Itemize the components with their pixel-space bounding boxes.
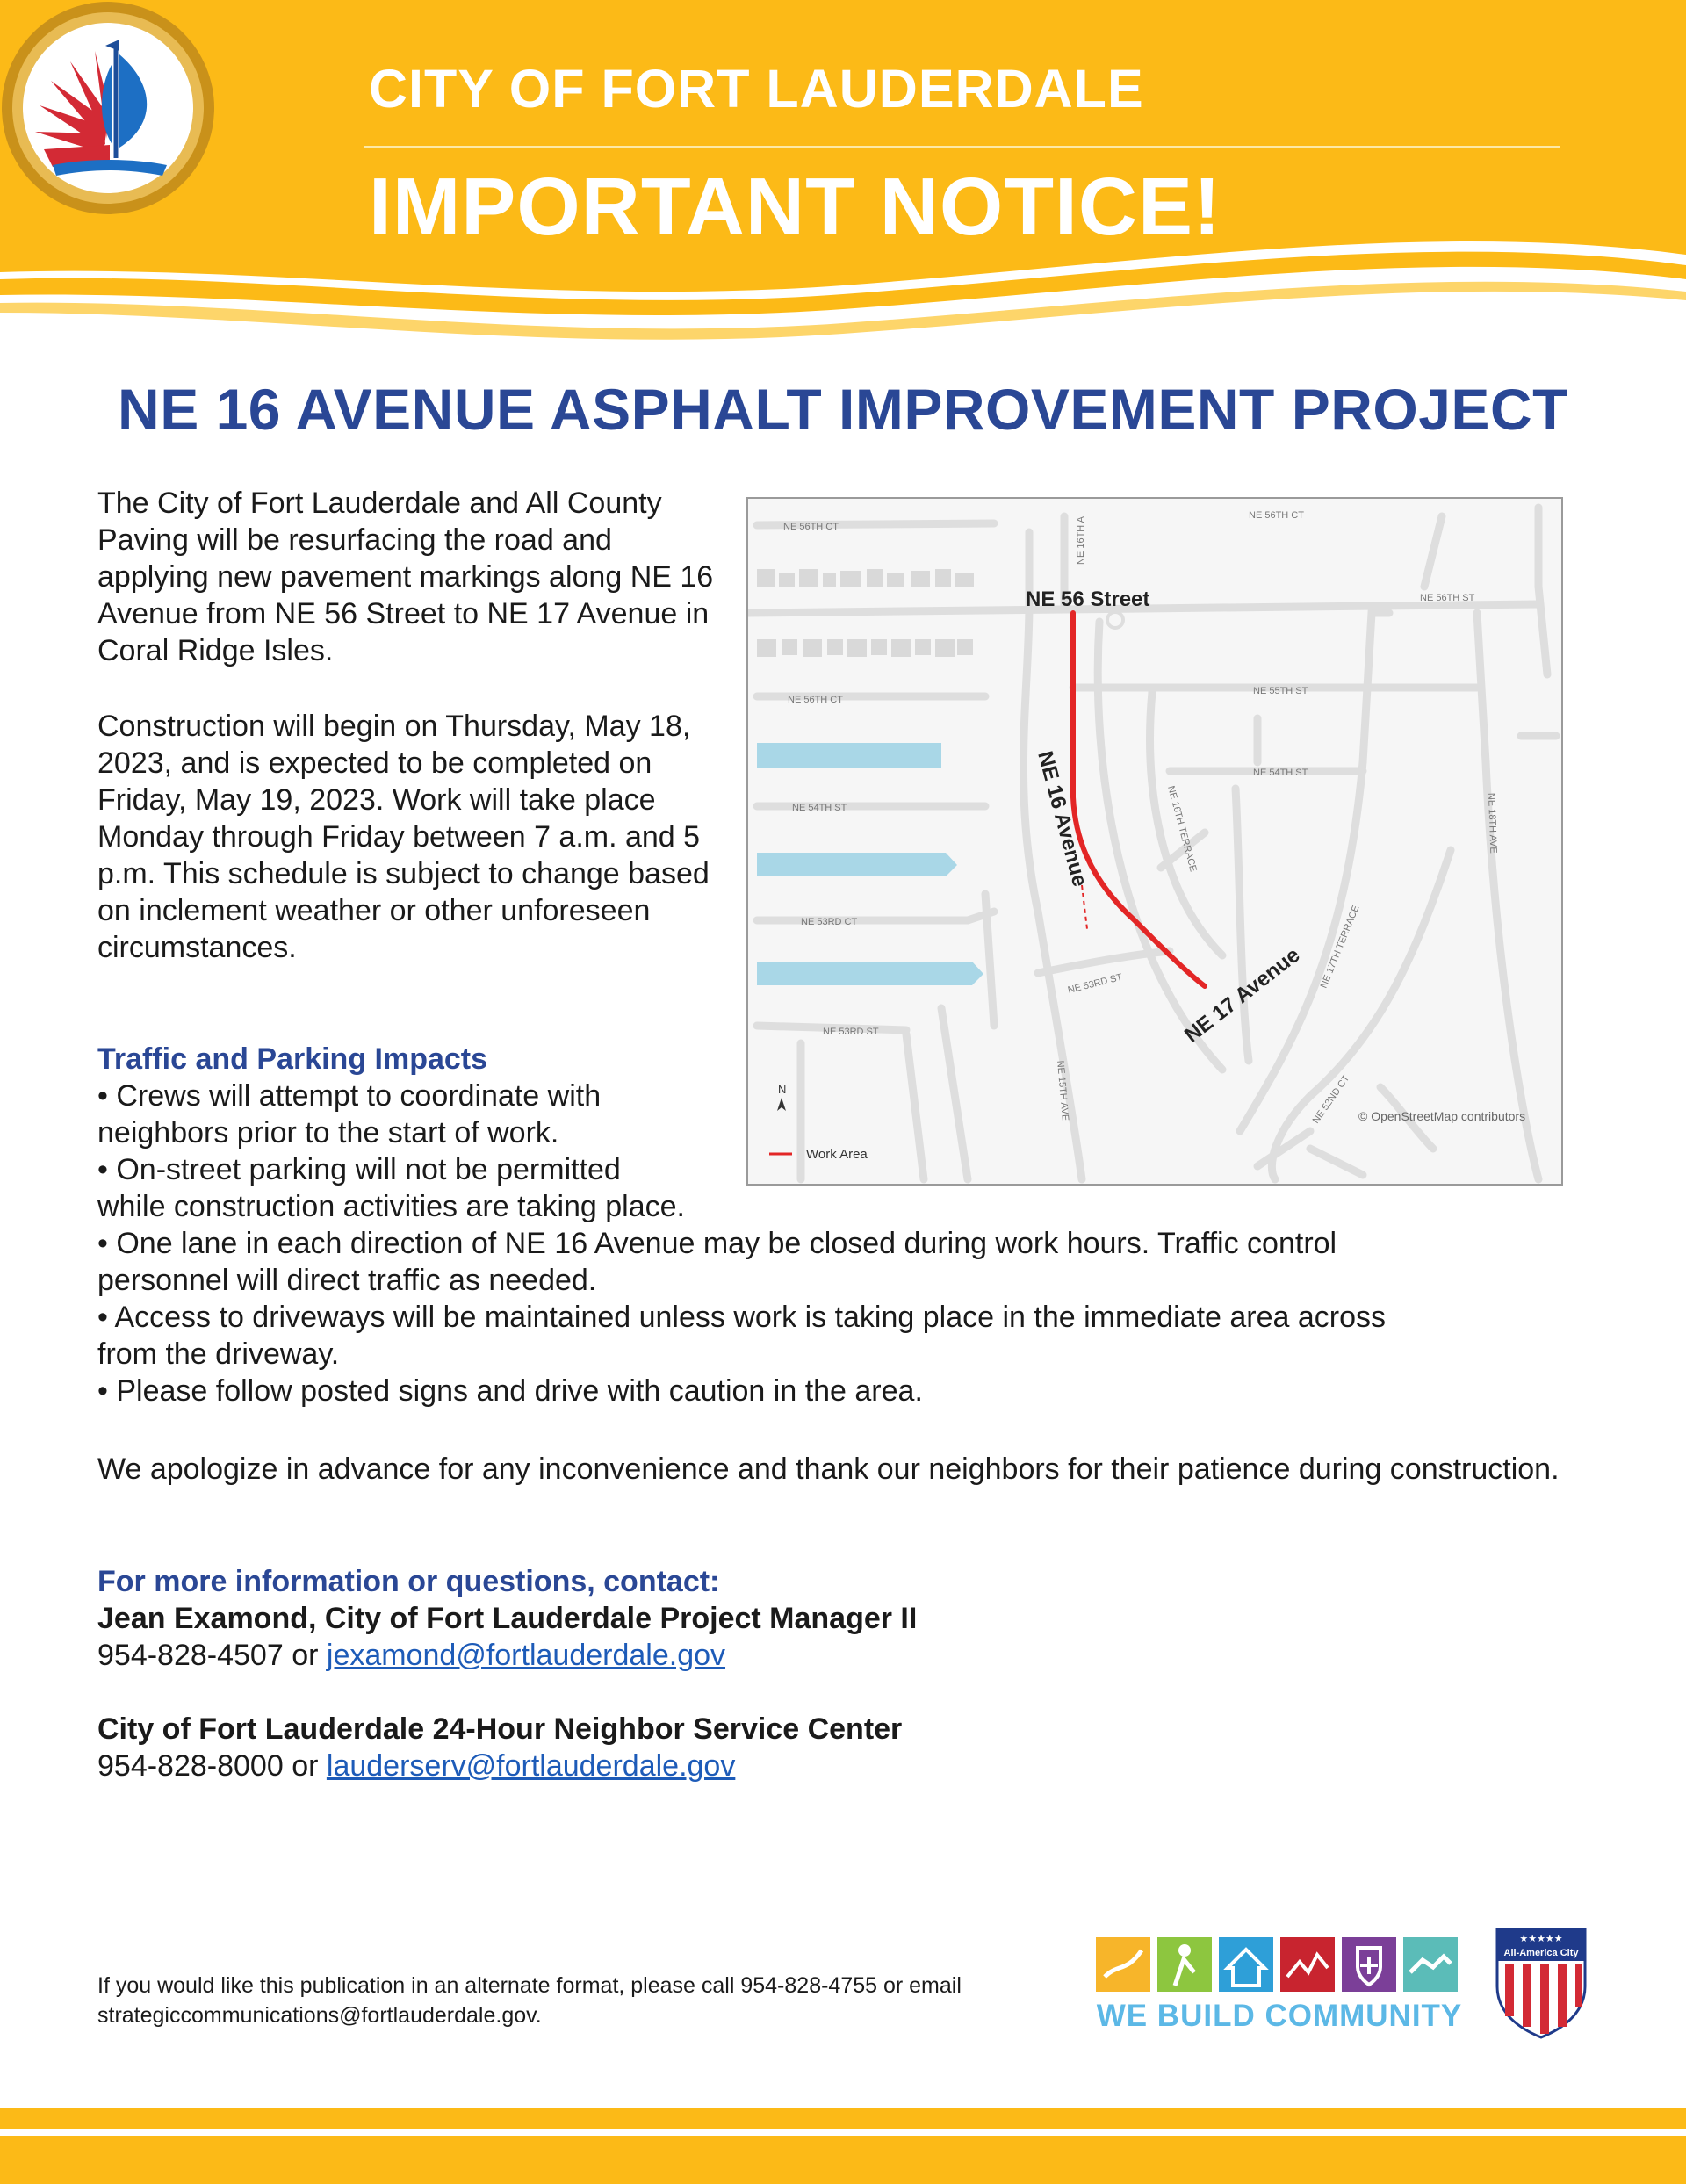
service-center-email-link[interactable]: lauderserv@fortlauderdale.gov: [326, 1749, 736, 1783]
svg-text:★★★★★: ★★★★★: [1519, 1934, 1563, 1944]
bullet-2a: • On-street parking will not be permitted: [97, 1153, 621, 1186]
we-build-community-text: WE BUILD COMMUNITY: [1096, 1999, 1463, 2033]
map-label-ne53rd-st-c: NE 53RD ST: [1066, 971, 1124, 996]
bullet-2b: while construction activities are taking place.: [97, 1190, 685, 1223]
important-notice-heading: IMPORTANT NOTICE!: [369, 161, 1222, 252]
intro-paragraph: The City of Fort Lauderdale and All County Paving will be resurfacing the road and applying new pavement markings along NE 16 Avenue from NE 56 Street to NE 17 Avenue in Coral Ridge Isles.: [97, 487, 714, 667]
map-label-ne56th-st: NE 56TH ST: [1420, 593, 1475, 603]
bullet-1b: neighbors prior to the start of work.: [97, 1116, 559, 1150]
map-label-ne56th-ct-e: NE 56TH CT: [1249, 510, 1304, 521]
legend-work-area: Work Area: [806, 1147, 868, 1162]
header-banner: [0, 0, 1686, 351]
map-label-ne52nd-ct: NE 52ND CT: [1310, 1073, 1352, 1126]
contact-person-phone: 954-828-4507: [97, 1639, 284, 1672]
alternate-format-note: [97, 1971, 962, 2030]
map-label-ne55th-st: NE 55TH ST: [1253, 686, 1308, 696]
city-name: CITY OF FORT LAUDERDALE: [369, 59, 1144, 119]
map-label-ne16th-terrace: NE 16TH TERRACE: [1165, 784, 1199, 874]
contact-person: Jean Examond, City of Fort Lauderdale Project Manager II: [97, 1602, 918, 1635]
bullet-4b: from the driveway.: [97, 1337, 340, 1371]
schedule-paragraph: Construction will begin on Thursday, May 18, 2023, and is expected to be completed on Friday, May 19, 2023. Work will take place Monday through Friday between 7 a.m. and 5 p.m. This schedule is subject to change based on inclement weather or other unforeseen circumstances.: [97, 710, 710, 964]
bullet-5: • Please follow posted signs and drive with caution in the area.: [97, 1374, 923, 1408]
bullet-1a: • Crews will attempt to coordinate with: [97, 1079, 602, 1113]
all-america-city-text: All-America City: [1503, 1948, 1579, 1958]
map-label-ne53rd-st-w: NE 53RD ST: [823, 1027, 879, 1037]
apology-paragraph: We apologize in advance for any inconvenience and thank our neighbors for their patience during construction.: [97, 1452, 1560, 1486]
or-text: or: [292, 1639, 319, 1672]
contact-person-line: [97, 1637, 1590, 1674]
traffic-impacts-section: [97, 1041, 1590, 1409]
map-label-ne53rd-ct: NE 53RD CT: [801, 917, 858, 927]
service-center-name: City of Fort Lauderdale 24-Hour Neighbor Service Center: [97, 1712, 903, 1746]
map-attribution: © OpenStreetMap contributors: [1358, 1109, 1526, 1123]
map-label-ne54th-st-w: NE 54TH ST: [792, 803, 847, 813]
footer-line-2: strategiccommunications@fortlauderdale.gov.: [97, 2003, 542, 2028]
map-label-ne54th-st-e: NE 54TH ST: [1253, 768, 1308, 778]
map-label-ne56th-ct-w: NE 56TH CT: [783, 522, 839, 532]
bullet-4a: • Access to driveways will be maintained unless work is taking place in the immediate area across: [97, 1301, 1387, 1334]
bullet-3a: • One lane in each direction of NE 16 Avenue may be closed during work hours. Traffic control: [97, 1227, 1337, 1260]
footer-bar: [0, 2108, 1686, 2184]
city-seal-logo: [0, 0, 216, 216]
map-label-ne16th-a: NE 16TH A: [1076, 515, 1086, 565]
map-label-ne56th-ct-w2: NE 56TH CT: [788, 695, 843, 705]
map-label-ne16-avenue: NE 16 Avenue: [1033, 748, 1092, 890]
map-label-ne17-avenue: NE 17 Avenue: [1180, 942, 1305, 1048]
contact-person-email-link[interactable]: jexamond@fortlauderdale.gov: [326, 1639, 726, 1672]
service-center-phone: 954-828-8000: [97, 1749, 284, 1783]
page-title: NE 16 AVENUE ASPHALT IMPROVEMENT PROJECT: [118, 377, 1568, 442]
traffic-impacts-heading: Traffic and Parking Impacts: [97, 1042, 488, 1076]
map-label-ne15th-ave: NE 15TH AVE: [1055, 1060, 1070, 1121]
or-text-2: or: [292, 1749, 319, 1783]
all-america-city-badge: [1493, 1925, 1589, 2039]
contact-heading: For more information or questions, contact:: [97, 1565, 720, 1598]
contact-section: [97, 1563, 1590, 1784]
map-label-ne56-street: NE 56 Street: [1026, 587, 1150, 611]
footer-line-1: If you would like this publication in an alternate format, please call 954-828-4755 or email: [97, 1973, 962, 1998]
header-divider: [364, 146, 1560, 148]
service-center-line: [97, 1748, 1590, 1784]
bullet-3b: personnel will direct traffic as needed.: [97, 1264, 597, 1297]
map-label-ne18th-ave: NE 18TH AVE: [1486, 792, 1499, 854]
map-label-ne17th-terrace: NE 17TH TERRACE: [1318, 904, 1362, 991]
north-label: N: [778, 1083, 787, 1096]
